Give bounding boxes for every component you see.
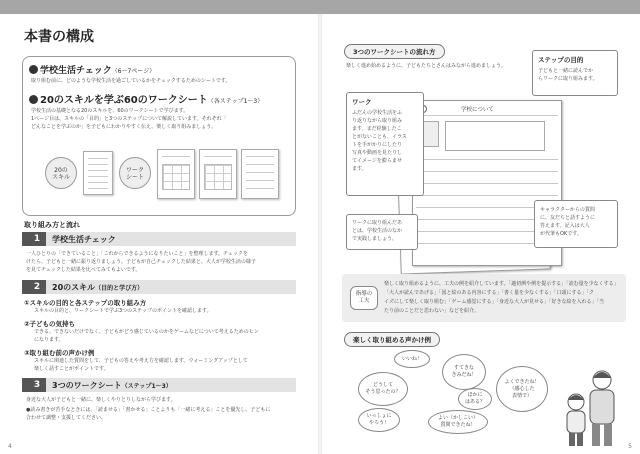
heading-school-check: 学校生活チェック（6〜7ページ） bbox=[29, 63, 155, 76]
worksheet-thumbnail-2 bbox=[199, 149, 237, 199]
section-bar-2: 2 20のスキル（目的と学び方） bbox=[22, 280, 296, 294]
tip-text-2: 「大人が読んであげる」「図と絵のある内容にする」「書く量を少なくする」「口頭にする」「ク bbox=[384, 290, 595, 296]
page-title: 本書の構成 bbox=[24, 29, 94, 45]
callout-character: キャラクターからの質問 に、友だちと話すように 答えます。記入は大人 が代筆もOKです。 bbox=[534, 200, 618, 248]
section1-text-1: 一人ひとりの「できていること」「これからできるようになりたいこと」を整理します。チェックを bbox=[26, 251, 248, 257]
skill-page-thumbnail bbox=[83, 151, 113, 195]
section1-text-2: けたら、子どもと一緒に振り返りましょう。子どもが自己チェックした結果と、大人が学校生活の様子 bbox=[26, 259, 256, 265]
top-bar bbox=[0, 0, 640, 14]
subheading-goals: ①スキルの目的と各ステップの取り組み方 bbox=[24, 299, 147, 307]
worksheet-badge: ワーク シート bbox=[119, 157, 151, 189]
voice-pill: 楽しく取り組める声かけ例 bbox=[344, 332, 440, 347]
school-map bbox=[445, 121, 545, 151]
speech-bubble-4: ほかに はある？ bbox=[458, 388, 492, 410]
worksheet-title: 学校について bbox=[461, 107, 494, 113]
speech-bubble-2: どうして そう思ったの？ bbox=[358, 372, 408, 406]
bullet-icon bbox=[29, 95, 38, 104]
callout-step-goal: ステップの目的 子どもと一緒に読んでか らワークに取り組みます。 bbox=[532, 50, 618, 96]
speech-bubble-3: すてきな きみだね！ bbox=[442, 354, 486, 390]
speech-bubble-6: いっしょに やろう！ bbox=[358, 408, 400, 432]
adult-and-child-illustration bbox=[558, 366, 624, 448]
callout-practice: ワークに取り組んだあ とは、学校生活のなか で実践しましょう。 bbox=[346, 214, 418, 250]
right-page bbox=[322, 14, 640, 454]
warmup-text-2: 楽しく話すことがポイントです。 bbox=[34, 366, 109, 372]
subheading-warmup: ③取り組む前の声かけ例 bbox=[24, 349, 95, 357]
feelings-text-1: できる、できないだけでなく、子どもがどう感じているのかをゲームなどについて考えるためのヒン bbox=[34, 329, 259, 335]
flow-intro: 楽しく進め始めるように、子どもたちとさんはみながら進めましょう。 bbox=[346, 63, 507, 69]
speech-bubble-1: いいね！ bbox=[394, 350, 430, 368]
skills-desc-3: どんなことを学ぶのか」を子どもにわかりやすく伝え、楽しく取り組みましょう。 bbox=[31, 124, 217, 130]
left-page bbox=[0, 14, 318, 454]
tip-text-1: 楽しく取り組めるように、工夫の例を紹介しています。「適切例や例を提示する」「読む量を少なくする」 bbox=[384, 281, 619, 287]
section3-text-2: ●読み書きが苦手なときには、「読ませる」「書かせる」ことよりも「一緒に考える」ことを優先し、子どもに bbox=[26, 407, 271, 413]
bullet-icon bbox=[29, 65, 38, 74]
speech-bubble-5: よくできたね！ （感心した 表情で） bbox=[496, 366, 548, 412]
section-bar-1: 1 学校生活チェック bbox=[22, 232, 296, 246]
callout-work: ワーク ふだんの学校生活をふ り返りながら取り組み ます。まだ経験したこ とがないことも、イラス トを手がかりにしたり 写真や動画を見たりし てイメージを膨らませ ます。 bbox=[346, 92, 424, 196]
tip-text-4: たり前のことだと思わない」などを紹介。 bbox=[384, 308, 480, 314]
goals-text: スキルの目的と、ワークシートで学ぶ3つのステップのポイントを確認します。 bbox=[34, 308, 212, 314]
tip-badge: 指導の 工夫 bbox=[350, 286, 378, 310]
skills-badge: 20の スキル bbox=[45, 157, 77, 189]
page-number-left: 4 bbox=[8, 443, 12, 450]
skills-desc-1: 学校生活の基礎となる20のスキルを、60のワークシートで学びます。 bbox=[31, 108, 189, 114]
school-check-desc: 取り組む前に、どのような学校生活を過ごしているかをチェックするためのシートです。 bbox=[31, 78, 231, 84]
worksheet-thumbnail-3 bbox=[241, 149, 279, 199]
flow-title: 取り組み方と流れ bbox=[24, 221, 80, 229]
section3-text-3: 合わせて調整・支援してください。 bbox=[26, 415, 107, 421]
section1-text-3: を見てチェックした結果を比べてみてもよいです。 bbox=[26, 267, 141, 273]
speech-bubble-7: よい（かしこい） 質問できたね！ bbox=[428, 410, 488, 434]
page-number-right: 5 bbox=[628, 443, 632, 450]
overview-box bbox=[22, 56, 296, 216]
skills-desc-2: 1ページ目は、スキルの「目的」と3つのステップについて解説しています。それぞれ「 bbox=[31, 116, 227, 122]
warmup-text-1: スキルに関連した質問をして、子どもの答えや考え方を確認します。ウォーミングアップとして bbox=[34, 358, 248, 364]
section-bar-3: 3 3つのワークシート（ステップ1〜3） bbox=[22, 378, 296, 392]
tip-box bbox=[342, 274, 626, 322]
flow-pill: 3つのワークシートの流れ方 bbox=[344, 44, 445, 59]
subheading-feelings: ②子どもの気持ち bbox=[24, 320, 76, 328]
heading-skills: 20のスキルを学ぶ60のワークシート（各ステップ1〜3） bbox=[29, 91, 263, 106]
section3-text-1: 身近な大人が子どもと一緒に、楽しくやりとりしながら学びます。 bbox=[26, 397, 176, 403]
worksheet-thumbnail-1 bbox=[157, 149, 195, 199]
tip-text-3: イズにして楽しく取り組む」「ゲーム感覚にする」「身近な大人が見せる」「好きな絵を入れる」「当 bbox=[384, 299, 604, 305]
feelings-text-2: になります。 bbox=[34, 337, 64, 343]
